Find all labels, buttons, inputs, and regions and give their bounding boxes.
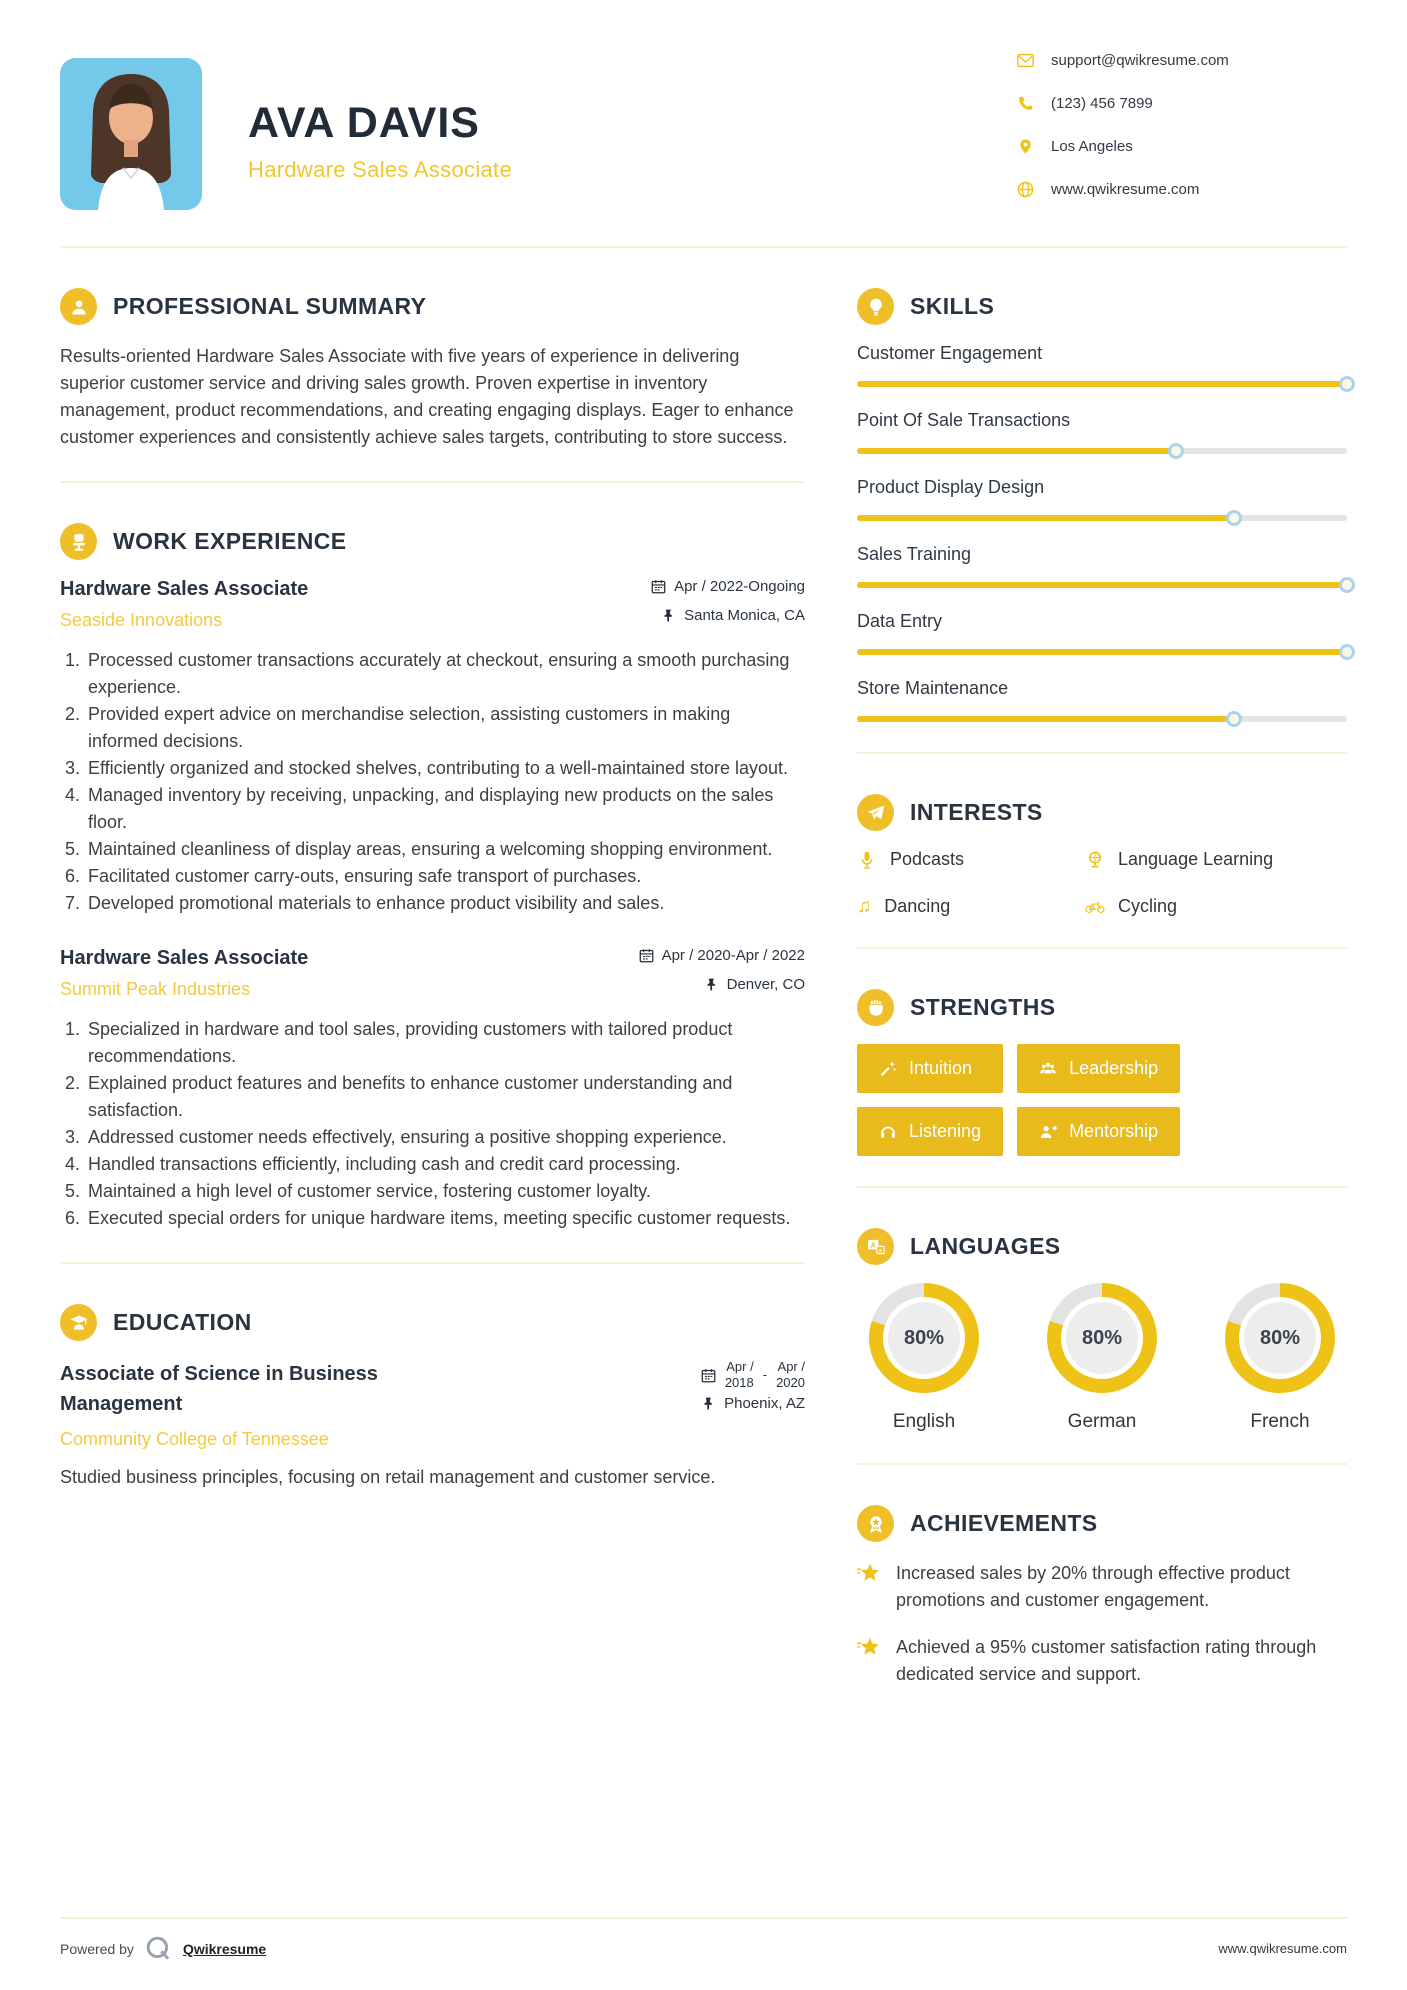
- job-bullet: 1. Specialized in hardware and tool sales, providing customers with tailored product recommendations.: [85, 1016, 805, 1070]
- section-divider: [857, 1463, 1347, 1465]
- skills-section-header: [857, 288, 1347, 325]
- microphone-icon: [857, 850, 877, 870]
- job-bullet: 3. Efficiently organized and stocked shelves, contributing to a well-maintained store layout.: [85, 755, 805, 782]
- mentor-icon: [1039, 1123, 1057, 1141]
- skill-item: [857, 343, 1347, 387]
- job-bullet: 5. Maintained cleanliness of display areas, ensuring a welcoming shopping environment.: [85, 836, 805, 863]
- strength-tag: [1017, 1107, 1180, 1156]
- job-location-row: [651, 607, 805, 624]
- language-donut: [869, 1283, 979, 1393]
- skill-slider[interactable]: [857, 381, 1347, 387]
- calendar-icon: [651, 579, 666, 594]
- skill-knob[interactable]: [1226, 510, 1242, 526]
- pushpin-icon: [704, 977, 719, 992]
- team-icon: [1039, 1060, 1057, 1078]
- language-percent: 80%: [1066, 1302, 1138, 1374]
- job-bullet-list: [60, 647, 805, 917]
- desk-globe-icon: [1085, 850, 1105, 870]
- achievement-text: Increased sales by 20% through effective product promotions and customer engagement.: [896, 1563, 1290, 1610]
- job-dates-row: [651, 578, 805, 595]
- strength-label: Listening: [909, 1121, 982, 1141]
- work-section-header: [60, 523, 805, 560]
- content-columns: [60, 248, 1347, 1917]
- powered-by-block: [60, 1935, 266, 1962]
- language-label: French: [1250, 1411, 1310, 1432]
- skills-heading: SKILLS: [910, 293, 995, 319]
- skill-item: [857, 410, 1347, 454]
- footer: [60, 1917, 1347, 1990]
- job-title: Hardware Sales Associate: [60, 947, 309, 969]
- job-title: Hardware Sales Associate: [60, 578, 309, 600]
- education-location-row: [701, 1395, 805, 1412]
- pushpin-icon: [661, 608, 676, 623]
- strengths-section-header: [857, 989, 1347, 1026]
- skill-fill: [857, 582, 1347, 588]
- interest-label: Cycling: [1118, 896, 1178, 916]
- section-divider: [60, 1262, 805, 1264]
- bicycle-icon: [1085, 897, 1105, 917]
- interest-label: Dancing: [884, 896, 951, 916]
- education-entry: [60, 1359, 805, 1491]
- job-dates: Apr / 2020-Apr / 2022: [661, 947, 805, 964]
- achievement-text: Achieved a 95% customer satisfaction rating through dedicated service and support.: [896, 1637, 1317, 1684]
- left-column: [60, 248, 805, 1917]
- skill-slider[interactable]: [857, 515, 1347, 521]
- work-heading: WORK EXPERIENCE: [113, 528, 347, 554]
- job-header: [60, 947, 805, 1000]
- skill-fill: [857, 448, 1176, 454]
- language-item: [857, 1283, 991, 1433]
- identity-block: [248, 99, 512, 183]
- phone-icon: [1017, 95, 1034, 112]
- skill-slider[interactable]: [857, 582, 1347, 588]
- strength-label: Mentorship: [1069, 1121, 1159, 1141]
- qwikresume-logo-icon: [145, 1935, 172, 1962]
- powered-by-text: Powered by: [60, 1940, 134, 1957]
- education-meta: [701, 1359, 805, 1412]
- job-meta: [639, 947, 805, 993]
- donut-hole: [1239, 1297, 1321, 1379]
- magic-wand-icon: [879, 1060, 897, 1078]
- right-column: [857, 248, 1347, 1917]
- section-divider: [857, 947, 1347, 949]
- job-bullet: 7. Developed promotional materials to enhance product visibility and sales.: [85, 890, 805, 917]
- job-header: [60, 578, 805, 631]
- fist-icon: [857, 989, 894, 1026]
- education-section-header: [60, 1304, 805, 1341]
- strength-tag: [857, 1044, 1003, 1093]
- job-company: Summit Peak Industries: [60, 979, 251, 999]
- donut-hole: [1061, 1297, 1143, 1379]
- headphones-icon: [879, 1123, 897, 1141]
- language-percent: 80%: [1244, 1302, 1316, 1374]
- job-bullet: 2. Explained product features and benefits to enhance customer understanding and satisfaction.: [85, 1070, 805, 1124]
- interest-item: [1085, 896, 1347, 917]
- section-divider: [60, 481, 805, 483]
- strengths-grid: [857, 1044, 1347, 1156]
- skill-fill: [857, 381, 1347, 387]
- skill-slider[interactable]: [857, 649, 1347, 655]
- paper-plane-icon: [857, 794, 894, 831]
- strength-tag: [1017, 1044, 1180, 1093]
- interest-item: [857, 896, 1085, 917]
- job-bullet: 6. Executed special orders for unique hardware items, meeting specific customer requests.: [85, 1205, 805, 1232]
- section-divider: [857, 1186, 1347, 1188]
- language-item: [1035, 1283, 1169, 1433]
- job-bullet: 4. Managed inventory by receiving, unpacking, and displaying new products on the sales floor.: [85, 782, 805, 836]
- office-chair-icon: [60, 523, 97, 560]
- calendar-icon: [701, 1368, 716, 1383]
- job-title-block: [60, 947, 308, 1000]
- education-date-end: Apr / 2020: [776, 1359, 805, 1390]
- education-location: Phoenix, AZ: [724, 1395, 805, 1412]
- location-pin-icon: [1017, 138, 1034, 155]
- education-date-separator: -: [762, 1367, 768, 1382]
- job-entry: [60, 947, 805, 1232]
- skill-label: Customer Engagement: [857, 343, 1043, 363]
- languages-section-header: [857, 1228, 1347, 1265]
- donut-hole: [883, 1297, 965, 1379]
- skill-item: [857, 477, 1347, 521]
- achievement-item: [857, 1634, 1347, 1688]
- qwikresume-link[interactable]: Qwikresume: [182, 1940, 267, 1957]
- education-degree: Associate of Science in Business Management: [60, 1363, 378, 1415]
- education-heading: EDUCATION: [113, 1309, 252, 1335]
- job-bullet: 3. Addressed customer needs effectively, ensuring a positive shopping experience.: [85, 1124, 805, 1151]
- interests-heading: INTERESTS: [910, 799, 1043, 825]
- skill-slider[interactable]: [857, 716, 1347, 722]
- contact-website-row: [1017, 181, 1347, 198]
- skill-label: Point Of Sale Transactions: [857, 410, 1071, 430]
- skill-fill: [857, 649, 1347, 655]
- globe-icon: [1017, 181, 1034, 198]
- job-bullet: 2. Provided expert advice on merchandise selection, assisting customers in making informed decisions.: [85, 701, 805, 755]
- job-entry: [60, 578, 805, 917]
- skill-knob[interactable]: [1339, 376, 1355, 392]
- skill-slider[interactable]: [857, 448, 1347, 454]
- skill-label: Product Display Design: [857, 477, 1045, 497]
- music-note-icon: ♫: [857, 896, 872, 917]
- svg-text:A: A: [870, 1239, 876, 1249]
- skill-knob[interactable]: [1339, 644, 1355, 660]
- summary-heading: PROFESSIONAL SUMMARY: [113, 293, 427, 319]
- job-title-block: [60, 578, 308, 631]
- svg-text:a: a: [878, 1247, 882, 1254]
- candidate-name: AVA DAVIS: [248, 99, 480, 147]
- language-donut: [1047, 1283, 1157, 1393]
- skill-fill: [857, 716, 1234, 722]
- header: [60, 0, 1347, 210]
- job-dates: Apr / 2022-Ongoing: [674, 578, 805, 595]
- skill-item: [857, 544, 1347, 588]
- language-label: English: [892, 1411, 956, 1432]
- languages-row: [857, 1283, 1347, 1433]
- achievements-section-header: [857, 1505, 1347, 1542]
- skill-label: Data Entry: [857, 611, 943, 631]
- medal-icon: [857, 1505, 894, 1542]
- skill-knob[interactable]: [1339, 577, 1355, 593]
- language-label: German: [1067, 1411, 1137, 1432]
- contact-location: Los Angeles: [1051, 138, 1133, 155]
- contact-location-row: [1017, 138, 1347, 155]
- language-percent: 80%: [888, 1302, 960, 1374]
- contact-phone: (123) 456 7899: [1051, 95, 1153, 112]
- star-icon: [857, 1636, 881, 1660]
- job-location-row: [639, 976, 805, 993]
- education-description: Studied business principles, focusing on retail management and customer service.: [60, 1467, 716, 1487]
- strength-label: Intuition: [909, 1058, 973, 1078]
- job-location: Denver, CO: [726, 976, 805, 993]
- avatar-illustration: [60, 58, 202, 210]
- lightbulb-icon: [857, 288, 894, 325]
- mail-icon: [1017, 52, 1034, 69]
- job-meta: [651, 578, 805, 624]
- interests-grid: [857, 849, 1347, 917]
- section-divider: [857, 752, 1347, 754]
- translate-icon: [857, 1228, 894, 1265]
- skill-knob[interactable]: [1226, 711, 1242, 727]
- skill-knob[interactable]: [1168, 443, 1184, 459]
- star-icon: [857, 1562, 881, 1586]
- achievements-heading: ACHIEVEMENTS: [910, 1510, 1098, 1536]
- contact-block: [1017, 52, 1347, 198]
- contact-email-row: [1017, 52, 1347, 69]
- candidate-title: Hardware Sales Associate: [248, 157, 512, 182]
- language-item: [1213, 1283, 1347, 1433]
- education-date-start: Apr / 2018: [724, 1359, 754, 1390]
- education-dates: [701, 1359, 805, 1391]
- job-bullet: 1. Processed customer transactions accurately at checkout, ensuring a smooth purchasing experience.: [85, 647, 805, 701]
- job-company: Seaside Innovations: [60, 610, 223, 630]
- skill-label: Sales Training: [857, 544, 972, 564]
- interests-section-header: [857, 794, 1347, 831]
- language-donut: [1225, 1283, 1335, 1393]
- skill-label: Store Maintenance: [857, 678, 1009, 698]
- strengths-heading: STRENGTHS: [910, 994, 1056, 1020]
- job-bullet: 6. Facilitated customer carry-outs, ensuring safe transport of purchases.: [85, 863, 805, 890]
- job-bullet: 4. Handled transactions efficiently, including cash and credit card processing.: [85, 1151, 805, 1178]
- contact-phone-row: [1017, 95, 1347, 112]
- interest-item: [1085, 849, 1347, 870]
- skill-item: [857, 611, 1347, 655]
- graduate-icon: [60, 1304, 97, 1341]
- footer-website: www.qwikresume.com: [1218, 1941, 1347, 1956]
- strength-label: Leadership: [1069, 1058, 1159, 1078]
- pushpin-icon: [701, 1396, 716, 1411]
- profile-photo: [60, 58, 202, 210]
- calendar-icon: [639, 948, 654, 963]
- person-icon: [60, 288, 97, 325]
- languages-heading: LANGUAGES: [910, 1233, 1061, 1259]
- skill-fill: [857, 515, 1234, 521]
- strength-tag: [857, 1107, 1003, 1156]
- skill-item: [857, 678, 1347, 722]
- job-bullet: 5. Maintained a high level of customer service, fostering customer loyalty.: [85, 1178, 805, 1205]
- contact-website[interactable]: www.qwikresume.com: [1051, 181, 1200, 198]
- contact-email[interactable]: support@qwikresume.com: [1051, 52, 1229, 69]
- interest-label: Language Learning: [1118, 849, 1274, 869]
- summary-text: Results-oriented Hardware Sales Associate with five years of experience in delivering superior customer service and driving sales growth. Proven expertise in inventory management, product recommendations, and creating engaging displays. Eager to enhance customer experiences and consistently achieve sales targets, contributing to store success.: [60, 346, 794, 447]
- job-bullet-list: [60, 1016, 805, 1232]
- interest-item: [857, 849, 1085, 870]
- job-dates-row: [639, 947, 805, 964]
- education-header: [60, 1359, 805, 1419]
- job-location: Santa Monica, CA: [684, 607, 805, 624]
- education-school: Community College of Tennessee: [60, 1429, 329, 1449]
- interest-label: Podcasts: [890, 849, 965, 869]
- achievement-item: [857, 1560, 1347, 1614]
- summary-section-header: [60, 288, 805, 325]
